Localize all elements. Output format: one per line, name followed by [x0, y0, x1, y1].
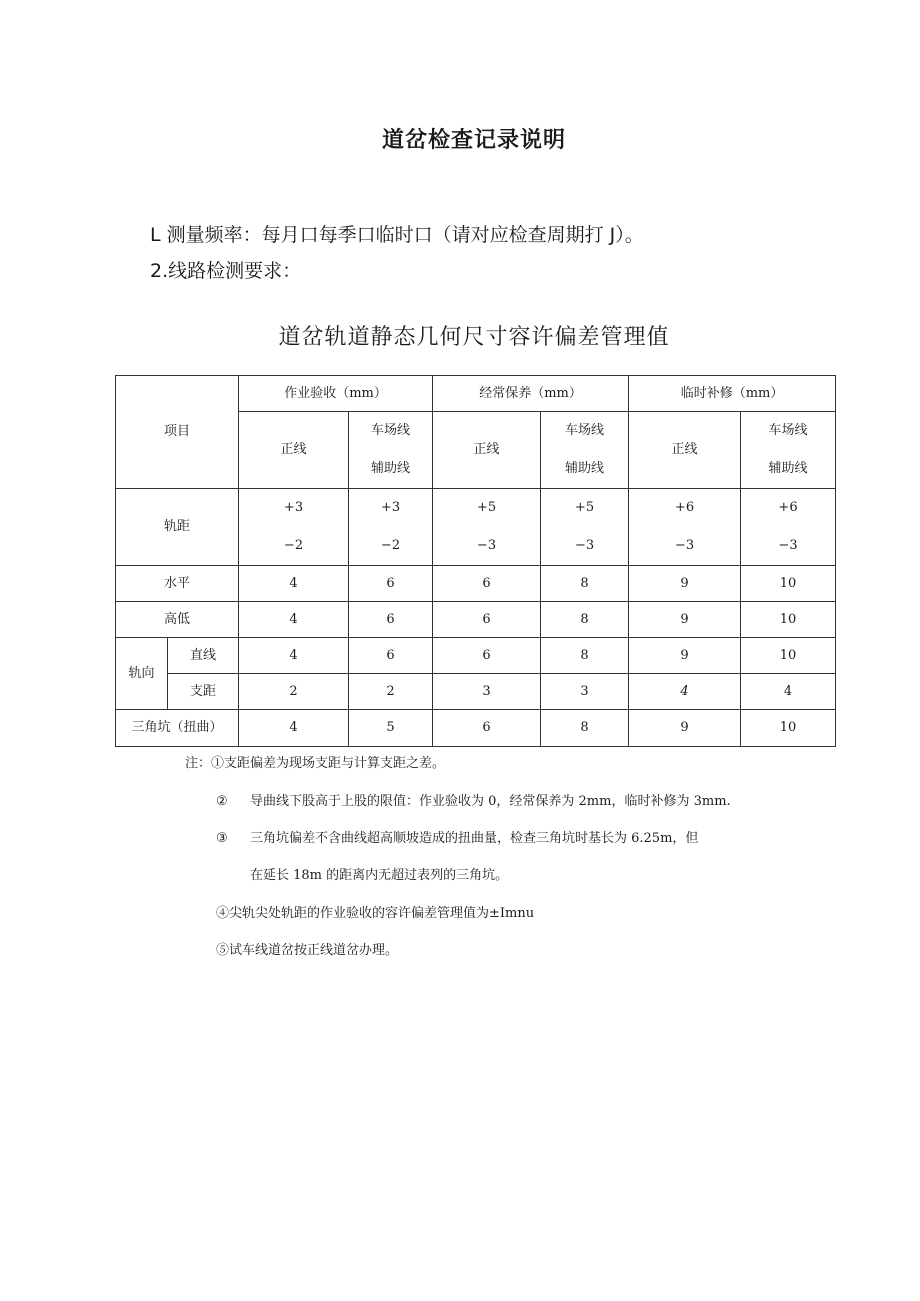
gauge-plus: +5 [574, 500, 595, 515]
table-cell: 9 [629, 710, 741, 747]
table-cell: 6 [433, 710, 541, 747]
gauge-plus: +6 [778, 500, 798, 515]
yard-line-label: 车场线 [371, 423, 411, 438]
table-row-offset [116, 674, 836, 710]
table-row-level [116, 566, 836, 602]
table-cell: 10 [741, 638, 836, 674]
gauge-minus: −3 [674, 538, 695, 553]
sub-header-main-line: 正线 [629, 412, 741, 489]
table-cell: 10 [741, 602, 836, 638]
table-cell: 4 [239, 566, 349, 602]
measurement-frequency-line: L 测量频率：每月口每季口临时口（请对应检查周期打 J）。 [150, 224, 644, 246]
table-cell: 2 [239, 674, 349, 710]
gauge-minus: −3 [574, 538, 595, 553]
table-cell: 9 [629, 638, 741, 674]
row-label-height: 高低 [116, 602, 239, 638]
table-cell: 6 [349, 638, 433, 674]
table-cell: 6 [349, 566, 433, 602]
table-cell: 5 [349, 710, 433, 747]
gauge-minus: −3 [476, 538, 497, 553]
table-cell: 10 [741, 566, 836, 602]
gauge-minus: −3 [778, 538, 798, 553]
table-cell: 3 [433, 674, 541, 710]
note-4: ④尖轨尖处轨距的作业验收的容许偏差管理值为±Imnu [216, 906, 535, 921]
table-cell: 6 [349, 602, 433, 638]
table-cell: 9 [629, 602, 741, 638]
sub-header-yard-line [541, 412, 629, 489]
table-cell: 10 [741, 710, 836, 747]
note-3-text: 三角坑偏差不含曲线超高顺坡造成的扭曲量，检查三角坑时基长为 6.25m，但 [250, 831, 699, 846]
table-cell: 8 [541, 638, 629, 674]
item-header: 项目 [116, 376, 239, 489]
table-cell: 4 [629, 674, 741, 710]
gauge-cell [629, 489, 741, 566]
table-title: 道岔轨道静态几何尺寸容许偏差管理值 [278, 325, 670, 350]
row-label-gauge: 轨距 [116, 489, 239, 566]
auxiliary-line-label: 辅助线 [371, 461, 411, 476]
row-label-level: 水平 [116, 566, 239, 602]
table-cell: 6 [433, 638, 541, 674]
gauge-plus: +3 [380, 500, 401, 515]
note-2 [216, 790, 731, 809]
table-cell: 4 [741, 674, 836, 710]
gauge-cell [741, 489, 836, 566]
gauge-cell [433, 489, 541, 566]
note-2-marker: ② [216, 794, 228, 809]
sub-header-yard-line [741, 412, 836, 489]
table-cell: 6 [433, 566, 541, 602]
row-label-alignment: 轨向 [116, 638, 168, 710]
table-row-gauge [116, 489, 836, 566]
gauge-cell [541, 489, 629, 566]
row-label-twist: 三角坑（扭曲） [116, 710, 239, 747]
page-title: 道岔检查记录说明 [381, 128, 566, 153]
gauge-minus: −2 [380, 538, 401, 553]
gauge-plus: +3 [283, 500, 304, 515]
note-2-text: 导曲线下股高于上股的限值：作业验收为 0，经常保养为 2mm，临时补修为 3mm. [250, 794, 731, 809]
row-label-straight: 直线 [168, 638, 239, 674]
gauge-plus: +5 [476, 500, 497, 515]
tolerance-table [115, 375, 836, 747]
gauge-cell [349, 489, 433, 566]
gauge-plus: +6 [674, 500, 695, 515]
sub-header-main-line: 正线 [239, 412, 349, 489]
sub-header-yard-line [349, 412, 433, 489]
table-cell: 8 [541, 710, 629, 747]
gauge-minus: −2 [283, 538, 304, 553]
note-3-continuation: 在延长 18m 的距离内无超过表列的三角坑。 [250, 868, 509, 883]
table-cell: 2 [349, 674, 433, 710]
table-cell: 4 [239, 638, 349, 674]
table-row-height [116, 602, 836, 638]
table-cell: 6 [433, 602, 541, 638]
group-header-temporary-repair: 临时补修（mm） [629, 376, 836, 412]
note-3-marker: ③ [216, 831, 228, 846]
yard-line-label: 车场线 [768, 423, 808, 438]
table-cell: 8 [541, 566, 629, 602]
note-5: ⑤试车线道岔按正线道岔办理。 [216, 943, 399, 958]
gauge-cell [239, 489, 349, 566]
row-label-offset: 支距 [168, 674, 239, 710]
group-header-acceptance: 作业验收（mm） [239, 376, 433, 412]
auxiliary-line-label: 辅助线 [768, 461, 808, 476]
table-cell: 3 [541, 674, 629, 710]
table-cell: 4 [239, 602, 349, 638]
table-cell: 9 [629, 566, 741, 602]
yard-line-label: 车场线 [565, 423, 605, 438]
note-1: 注：①支距偏差为现场支距与计算支距之差。 [185, 756, 446, 771]
inspection-requirements-line: 2.线路检测要求： [150, 260, 302, 282]
group-header-maintenance: 经常保养（mm） [433, 376, 629, 412]
table-cell: 4 [239, 710, 349, 747]
table-cell: 8 [541, 602, 629, 638]
auxiliary-line-label: 辅助线 [565, 461, 605, 476]
table-row-twist [116, 710, 836, 747]
note-3 [216, 827, 698, 846]
sub-header-main-line: 正线 [433, 412, 541, 489]
table-row-straight [116, 638, 836, 674]
